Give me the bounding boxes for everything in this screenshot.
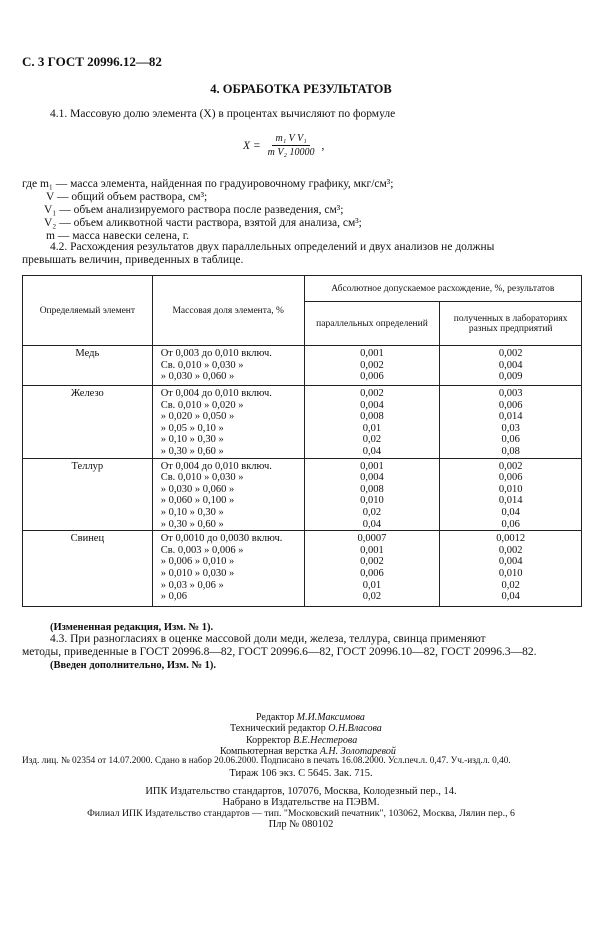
- formula-fraction: [265, 132, 318, 159]
- cell-fraction-line: » 0,30 » 0,60 »: [160, 445, 224, 457]
- cell-labs-line: 0,014: [498, 411, 523, 423]
- cell-labs-line: 0,06: [501, 434, 520, 446]
- cell-fraction: [152, 531, 304, 607]
- cell-labs-line: 0,02: [501, 579, 520, 591]
- table-row: [23, 346, 582, 386]
- cell-parallel-line: 0,02: [362, 434, 382, 446]
- cell-fraction-line: От 0,004 до 0,010 включ.: [160, 460, 272, 472]
- cell-labs-line: 0,010: [498, 483, 523, 495]
- cell-parallel-line: 0,008: [360, 411, 384, 423]
- cell-element: Медь: [23, 346, 153, 386]
- cell-fraction-line: » 0,060 » 0,100 »: [160, 495, 235, 507]
- cell-parallel-line: 0,002: [360, 388, 384, 399]
- cell-parallel-line: 0,04: [362, 445, 382, 457]
- cell-labs-line: 0,010: [498, 567, 523, 579]
- credit-editor: [230, 712, 396, 723]
- cell-fraction-line: » 0,006 » 0,010 »: [160, 556, 235, 568]
- table-row: [23, 531, 582, 607]
- cell-fraction-line: » 0,30 » 0,60 »: [160, 518, 224, 530]
- footer-line-2: Набрано в Издательстве на ПЭВМ.: [222, 797, 380, 808]
- cell-labs-line: 0,009: [498, 371, 523, 383]
- cell-parallel: [304, 386, 440, 459]
- amendment-note-1: (Измененная редакция, Изм. № 1).: [50, 622, 214, 633]
- cell-parallel-line: 0,004: [360, 399, 384, 411]
- paragraph-4-3-line1: 4.3. При разногласиях в оценке массовой доли меди, железа, теллура, свинца применяют: [50, 633, 486, 645]
- credit-role: Технический редактор: [230, 723, 326, 735]
- cell-parallel-line: 0,01: [362, 579, 382, 591]
- cell-labs-line: 0,006: [498, 399, 523, 411]
- cell-labs: [440, 386, 582, 459]
- cell-parallel: [304, 346, 440, 386]
- cell-labs-line: 0,0012: [496, 533, 526, 545]
- definition-v2: V₂ — объем аликвотной части раствора, взятой для анализа, см³;: [44, 217, 362, 229]
- credits-block: [220, 712, 396, 757]
- definition-v: V — общий объем раствора, см³;: [46, 191, 208, 203]
- cell-labs-line: 0,002: [498, 460, 523, 472]
- cell-labs-line: 0,014: [498, 495, 523, 507]
- table-body: [23, 346, 582, 607]
- header-fraction: Массовая доля элемента, %: [152, 276, 304, 346]
- paragraph-4-1: 4.1. Массовую долю элемента (X) в процентах вычисляют по формуле: [50, 108, 396, 120]
- paragraph-4-2-line1: 4.2. Расхождения результатов двух параллельных определений и двух анализов не должны: [50, 241, 495, 253]
- cell-fraction-line: Св. 0,010 » 0,020 »: [160, 399, 244, 411]
- cell-parallel-line: 0,004: [360, 472, 384, 484]
- paragraph-4-3-line2: методы, приведенные в ГОСТ 20996.8—82, ГОСТ 20996.6—82, ГОСТ 20996.10—82, ГОСТ 20996.3—82.: [22, 646, 537, 658]
- header-abs: Абсолютное допускаемое расхождение, %, результатов: [304, 276, 581, 302]
- cell-fraction-line: » 0,020 » 0,050 »: [160, 411, 235, 423]
- footer-line-3: Филиал ИПК Издательство стандартов — тип. "Московский печатник", 103062, Москва, Лялин пер., 6: [87, 808, 515, 819]
- cell-labs-line: 0,002: [498, 348, 523, 359]
- cell-labs-line: 0,004: [498, 359, 523, 371]
- cell-parallel-line: 0,006: [360, 567, 384, 579]
- cell-labs-line: 0,002: [498, 544, 523, 556]
- cell-labs-line: 0,06: [501, 518, 520, 530]
- cell-fraction-line: » 0,03 » 0,06 »: [160, 579, 224, 591]
- credit-name: В.Е.Нестерова: [293, 734, 358, 746]
- cell-parallel-line: 0,0007: [357, 533, 387, 545]
- credit-corrector: [230, 735, 396, 746]
- credit-name: М.И.Максимова: [296, 712, 365, 723]
- formula-denominator: m V₂ 10000: [267, 147, 315, 158]
- cell-fraction-line: » 0,05 » 0,10 »: [160, 422, 224, 434]
- definition-v1: V₁ — объем анализируемого раствора после разведения, см³;: [44, 204, 344, 216]
- header-element: Определяемый элемент: [23, 276, 153, 346]
- cell-element: Теллур: [23, 458, 153, 531]
- table-row: [23, 386, 582, 459]
- cell-element: Железо: [23, 386, 153, 459]
- cell-fraction-line: Св. 0,010 » 0,030 »: [160, 359, 244, 371]
- cell-parallel-line: 0,02: [362, 591, 382, 603]
- cell-fraction-line: Св. 0,010 » 0,030 »: [160, 472, 244, 484]
- cell-fraction-line: От 0,0010 до 0,0030 включ.: [160, 533, 283, 545]
- table-row: [23, 458, 582, 531]
- cell-parallel-line: 0,001: [360, 348, 384, 359]
- footer-line-1: ИПК Издательство стандартов, 107076, Москва, Колодезный пер., 14.: [145, 786, 457, 797]
- footer-line-4: Плр № 080102: [268, 819, 334, 830]
- cell-labs-line: 0,04: [501, 506, 520, 518]
- credit-role: Редактор: [256, 712, 295, 723]
- cell-labs-line: 0,04: [501, 591, 520, 603]
- cell-fraction: [152, 386, 304, 459]
- cell-labs-line: 0,08: [501, 445, 520, 457]
- credit-tech-editor: [230, 723, 396, 734]
- cell-parallel-line: 0,001: [360, 460, 384, 472]
- cell-parallel-line: 0,04: [362, 518, 382, 530]
- page-header: С. 3 ГОСТ 20996.12—82: [22, 54, 162, 69]
- cell-fraction-line: » 0,10 » 0,30 »: [160, 506, 224, 518]
- cell-labs: [440, 458, 582, 531]
- cell-fraction-line: От 0,003 до 0,010 включ.: [160, 348, 272, 359]
- cell-parallel: [304, 531, 440, 607]
- cell-fraction-line: От 0,004 до 0,010 включ.: [160, 388, 272, 399]
- formula-numerator: m₁ V V₁: [272, 132, 309, 146]
- cell-labs-line: 0,006: [498, 472, 523, 484]
- cell-fraction-line: » 0,030 » 0,060 »: [160, 371, 235, 383]
- cell-labs-line: 0,03: [501, 422, 520, 434]
- cell-parallel-line: 0,006: [360, 371, 384, 383]
- cell-parallel-line: 0,001: [360, 544, 384, 556]
- cell-fraction-line: Св. 0,003 » 0,006 »: [160, 544, 244, 556]
- formula-lhs: X =: [243, 139, 261, 152]
- header-parallel: параллельных определений: [304, 302, 440, 346]
- credit-name: О.Н.Власова: [328, 723, 382, 735]
- imprint-line-2: Тираж 106 экз. С 5645. Зак. 715.: [229, 768, 373, 779]
- cell-parallel-line: 0,02: [362, 506, 382, 518]
- cell-fraction: [152, 458, 304, 531]
- cell-element: Свинец: [23, 531, 153, 607]
- tolerance-table: [22, 275, 582, 607]
- cell-labs-line: 0,004: [498, 556, 523, 568]
- cell-fraction-line: » 0,030 » 0,060 »: [160, 483, 235, 495]
- credit-role: Корректор: [246, 734, 291, 746]
- imprint-line-1: Изд. лиц. № 02354 от 14.07.2000. Сдано в набор 20.06.2000. Подписано в печать 16.08.2000. Усл.печ.л. 0,47. Уч.-изд.л. 0,40.: [22, 756, 511, 766]
- cell-parallel-line: 0,002: [360, 359, 384, 371]
- cell-labs: [440, 531, 582, 607]
- cell-fraction-line: » 0,10 » 0,30 »: [160, 434, 224, 446]
- cell-fraction: [152, 346, 304, 386]
- credit-role: Компьютерная верстка: [220, 745, 318, 757]
- credit-name: А.Н. Золотаревой: [319, 745, 396, 757]
- cell-labs: [440, 346, 582, 386]
- paragraph-4-2-line2: превышать величин, приведенных в таблице.: [22, 254, 244, 266]
- cell-parallel: [304, 458, 440, 531]
- cell-parallel-line: 0,010: [360, 495, 384, 507]
- cell-parallel-line: 0,002: [360, 556, 384, 568]
- cell-fraction-line: » 0,010 » 0,030 »: [160, 567, 235, 579]
- formula-tail: ,: [321, 139, 325, 152]
- formula: [243, 132, 324, 159]
- cell-labs-line: 0,003: [498, 388, 523, 399]
- amendment-note-2: (Введен дополнительно, Изм. № 1).: [50, 660, 217, 671]
- header-labs: полученных в лабораториях разных предприятий: [440, 302, 582, 346]
- definition-m: m — масса навески селена, г.: [46, 230, 190, 242]
- section-title: 4. ОБРАБОТКА РЕЗУЛЬТАТОВ: [210, 82, 392, 96]
- cell-parallel-line: 0,01: [362, 422, 382, 434]
- cell-parallel-line: 0,008: [360, 483, 384, 495]
- definition-m1: где m₁ — масса элемента, найденная по градуировочному графику, мкг/см³;: [22, 178, 394, 190]
- cell-fraction-line: » 0,06: [160, 591, 187, 603]
